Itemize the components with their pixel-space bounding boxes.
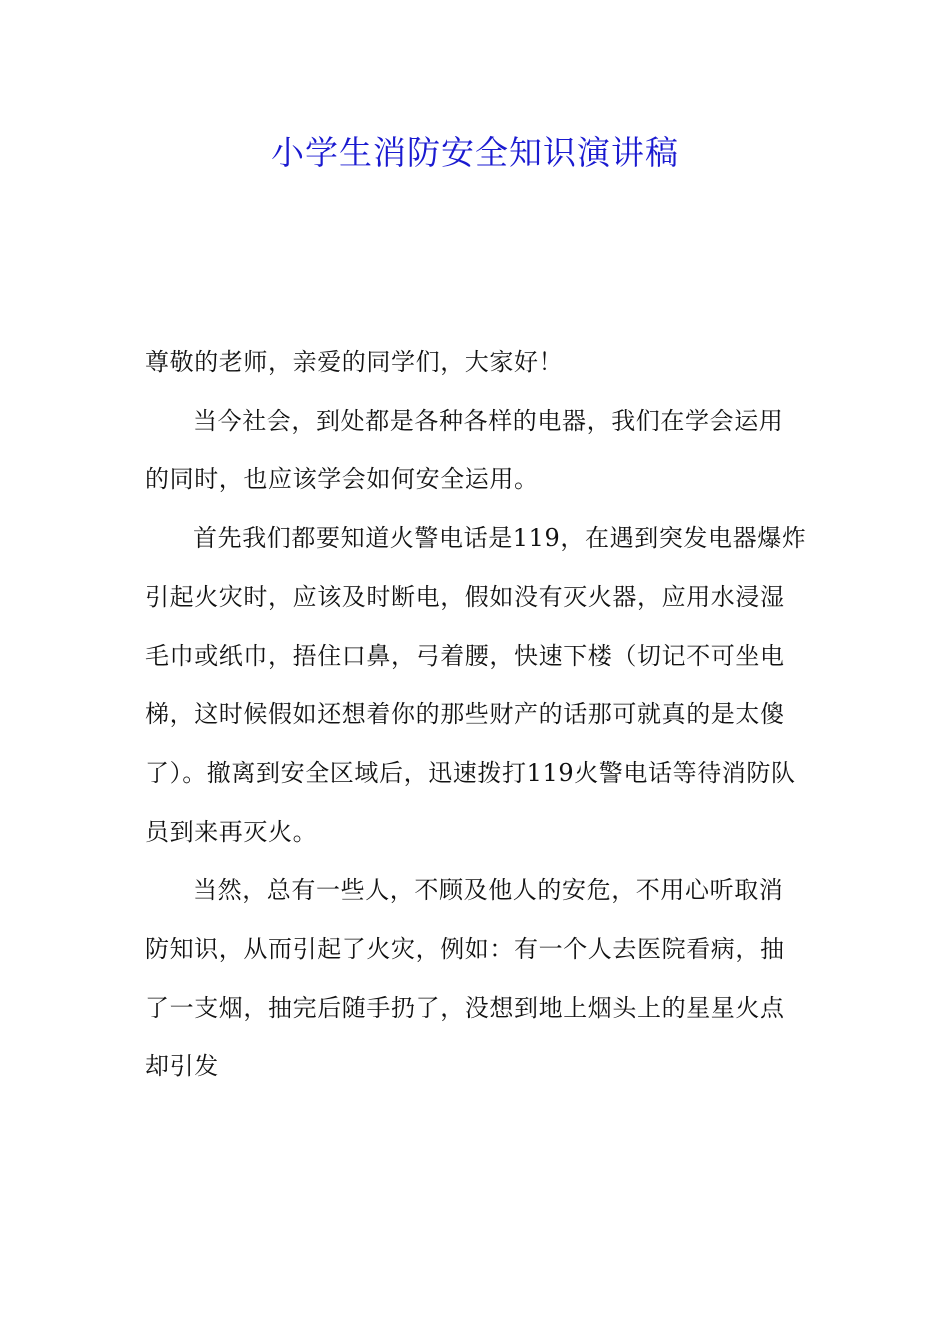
body-paragraph: 当然，总有一些人，不顾及他人的安危，不用心听取消防知识，从而引起了火灾，例如：有一个人去医院看病，抽了一支烟，抽完后随手扔了，没想到地上烟头上的星星火点却引发: [145, 876, 785, 1081]
document-title: 小学生消防安全知识演讲稿: [271, 133, 679, 172]
body-paragraph: 首先我们都要知道火警电话是119，在遇到突发电器爆炸引起火灾时，应该及时断电，假如没有灭火器，应用水浸湿毛巾或纸巾，捂住口鼻，弓着腰，快速下楼（切记不可坐电梯，这时候假如还想着你的那些财产的话那可就真的是太傻了）。撤离到安全区域后，迅速拨打119火警电话等待消防队员到来再灭火。: [145, 524, 807, 846]
body-paragraph: 当今社会，到处都是各种各样的电器，我们在学会运用的同时，也应该学会如何安全运用。: [145, 406, 784, 494]
document-body: [145, 333, 807, 1096]
greeting-paragraph: 尊敬的老师，亲爱的同学们，大家好！: [145, 348, 564, 376]
